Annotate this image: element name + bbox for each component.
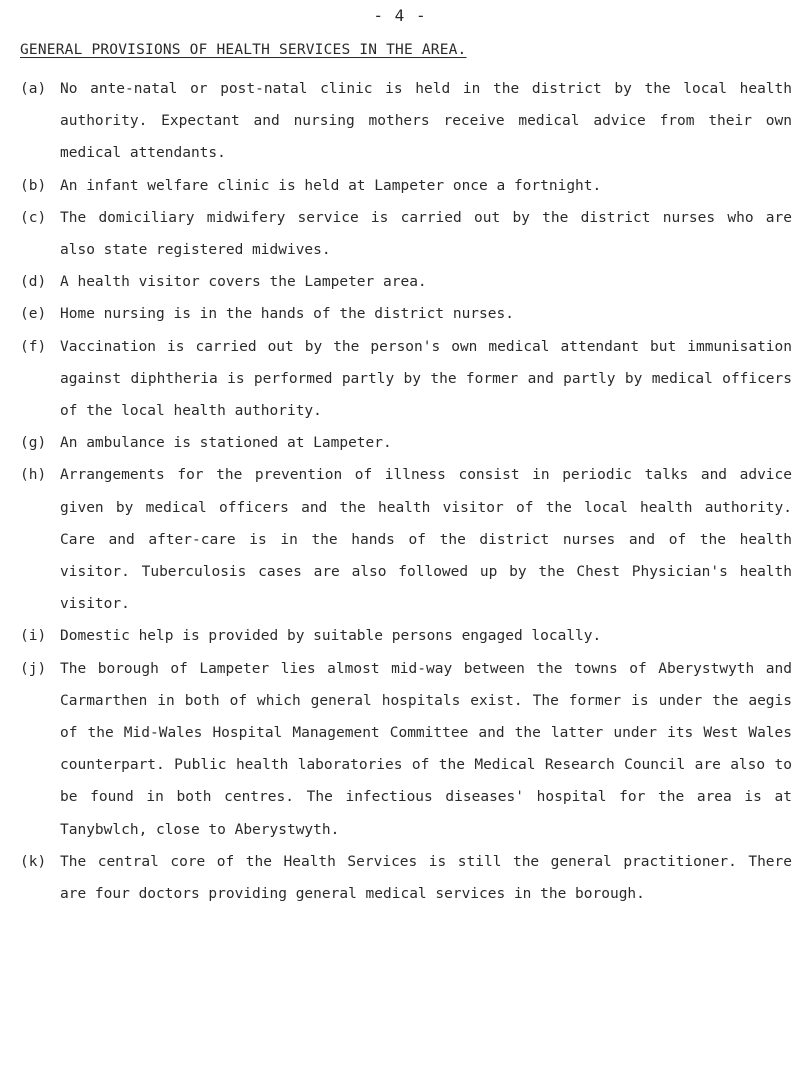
item-text: Domestic help is provided by suitable persons engaged locally.	[60, 628, 602, 645]
item-text: The central core of the Health Services is still the general practitioner. There are four doctors providing general medical services in the borough.	[60, 853, 792, 903]
list-item	[20, 73, 792, 170]
section-heading: GENERAL PROVISIONS OF HEALTH SERVICES IN THE AREA.	[20, 42, 467, 58]
item-letter: (a)	[20, 81, 47, 97]
item-letter: (k)	[20, 853, 47, 870]
item-letter: (j)	[20, 660, 47, 677]
provisions-list	[20, 73, 792, 910]
list-item	[20, 298, 792, 330]
item-text: Arrangements for the prevention of illness consist in periodic talks and advice given by medical officers and the health visitor of the local health authority. Care and after-care is in the hands of the district nurses and of the health visitor. Tuberculosis cases are also followed up by the Chest Physician's health visitor.	[60, 467, 792, 613]
item-text: Vaccination is carried out by the person's own medical attendant but immunisation against diphtheria is performed partly by the former and partly by medical officers of the local health authority.	[60, 338, 792, 420]
item-text: An ambulance is stationed at Lampeter.	[60, 435, 392, 452]
item-text: No ante-natal or post-natal clinic is held in the district by the local health authority. Expectant and nursing mothers receive medical advice from their own medical attendants.	[60, 81, 792, 162]
item-letter: (d)	[20, 274, 47, 291]
item-text: The borough of Lampeter lies almost mid-way between the towns of Aberystwyth and Carmarthen in both of which general hospitals exist. The former is under the aegis of the Mid-Wales Hospital Management Committee and the latter under its West Wales counterpart. Public health laboratories of the Medical Research Council are also to be found in both centres. The infectious diseases' hospital for the area is at Tanybwlch, close to Aberystwyth.	[60, 660, 792, 838]
list-item	[20, 202, 792, 266]
item-letter: (f)	[20, 338, 47, 355]
page-number: - 4 -	[373, 6, 427, 25]
list-item	[20, 170, 792, 202]
list-item	[20, 653, 792, 846]
item-letter: (h)	[20, 467, 47, 484]
item-text: An infant welfare clinic is held at Lampeter once a fortnight.	[60, 177, 602, 194]
list-item	[20, 427, 792, 459]
list-item	[20, 620, 792, 652]
item-letter: (b)	[20, 177, 47, 194]
item-letter: (g)	[20, 435, 47, 452]
list-item	[20, 846, 792, 910]
item-letter: (e)	[20, 306, 47, 323]
list-item	[20, 266, 792, 298]
item-letter: (i)	[20, 628, 47, 645]
item-letter: (c)	[20, 209, 47, 226]
list-item	[20, 331, 792, 428]
list-item	[20, 459, 792, 620]
item-text: A health visitor covers the Lampeter area.	[60, 274, 427, 291]
item-text: The domiciliary midwifery service is carried out by the district nurses who are also state registered midwives.	[60, 209, 792, 259]
item-text: Home nursing is in the hands of the district nurses.	[60, 306, 514, 323]
